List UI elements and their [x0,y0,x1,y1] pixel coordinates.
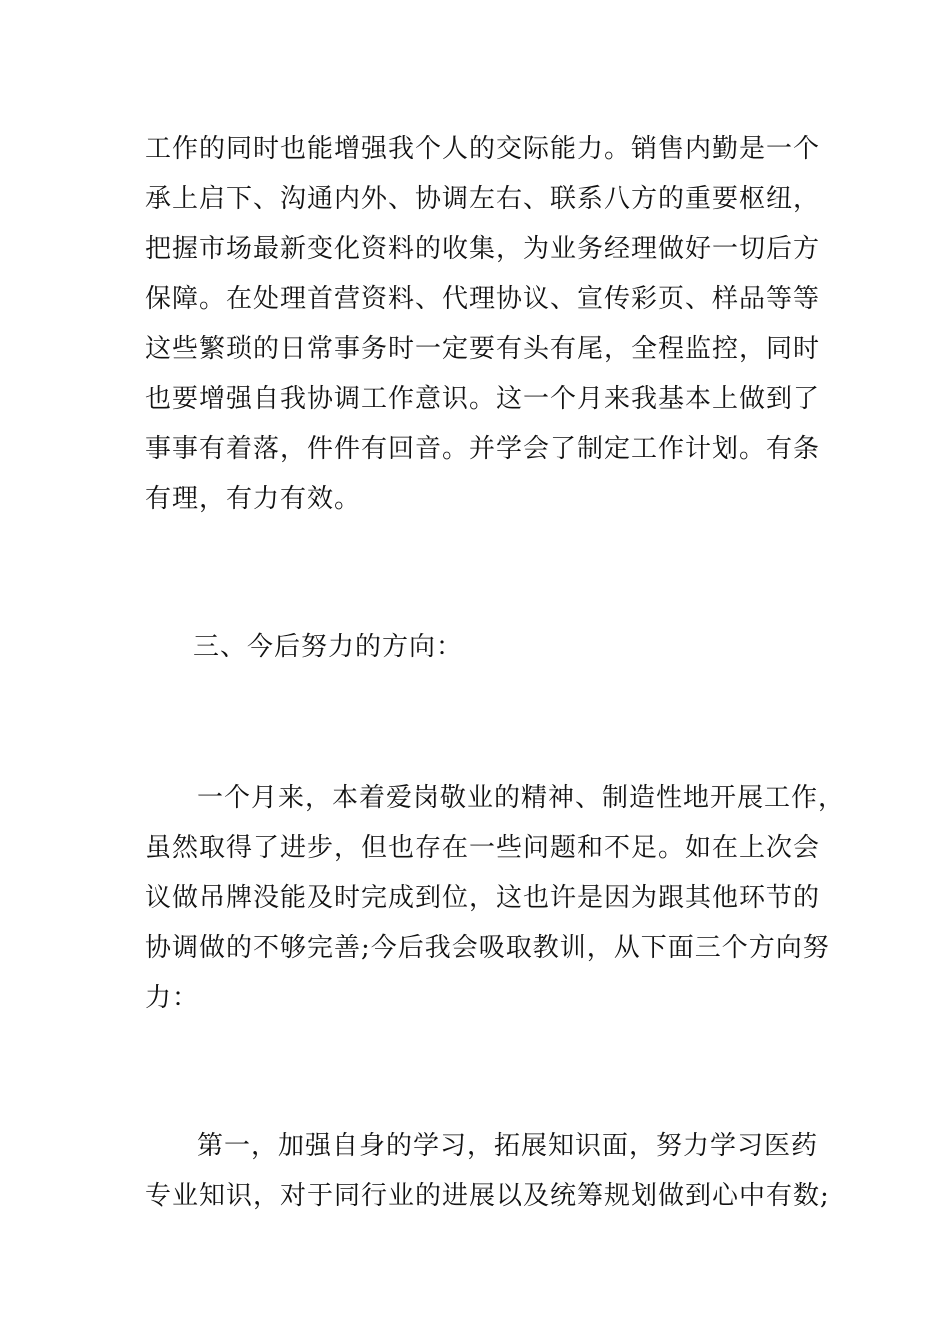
paragraph-line: 虽然取得了进步，但也存在一些问题和不足。如在上次会 [145,833,821,863]
paragraph-line: 承上启下、沟通内外、协调左右、联系八方的重要枢纽， [145,184,821,214]
paragraph-line: 工作的同时也能增强我个人的交际能力。销售内勤是一个 [145,134,821,164]
paragraph-line: 把握市场最新变化资料的收集，为业务经理做好一切后方 [145,234,821,264]
paragraph-line: 有理，有力有效。 [145,484,362,514]
paragraph-line: 这些繁琐的日常事务时一定要有头有尾，全程监控，同时 [145,334,821,364]
paragraph-line: 议做吊牌没能及时完成到位，这也许是因为跟其他环节的 [145,883,821,913]
paragraph-line: 协调做的不够完善;今后我会吸取教训，从下面三个方向努 [145,933,830,963]
paragraph-line: 事事有着落，件件有回音。并学会了制定工作计划。有条 [145,434,821,464]
paragraph-line: 力： [145,983,200,1013]
paragraph-line: 也要增强自我协调工作意识。这一个月来我基本上做到了 [145,384,821,414]
paragraph-line: 一个月来，本着爱岗敬业的精神、制造性地开展工作， [197,783,846,813]
paragraph-line: 保障。在处理首营资料、代理协议、宣传彩页、样品等等 [145,284,821,314]
paragraph-line: 第一，加强自身的学习，拓展知识面，努力学习医药 [197,1131,819,1161]
section-heading: 三、今后努力的方向： [193,632,464,662]
paragraph-line: 专业知识，对于同行业的进展以及统筹规划做到心中有数; [145,1181,830,1211]
